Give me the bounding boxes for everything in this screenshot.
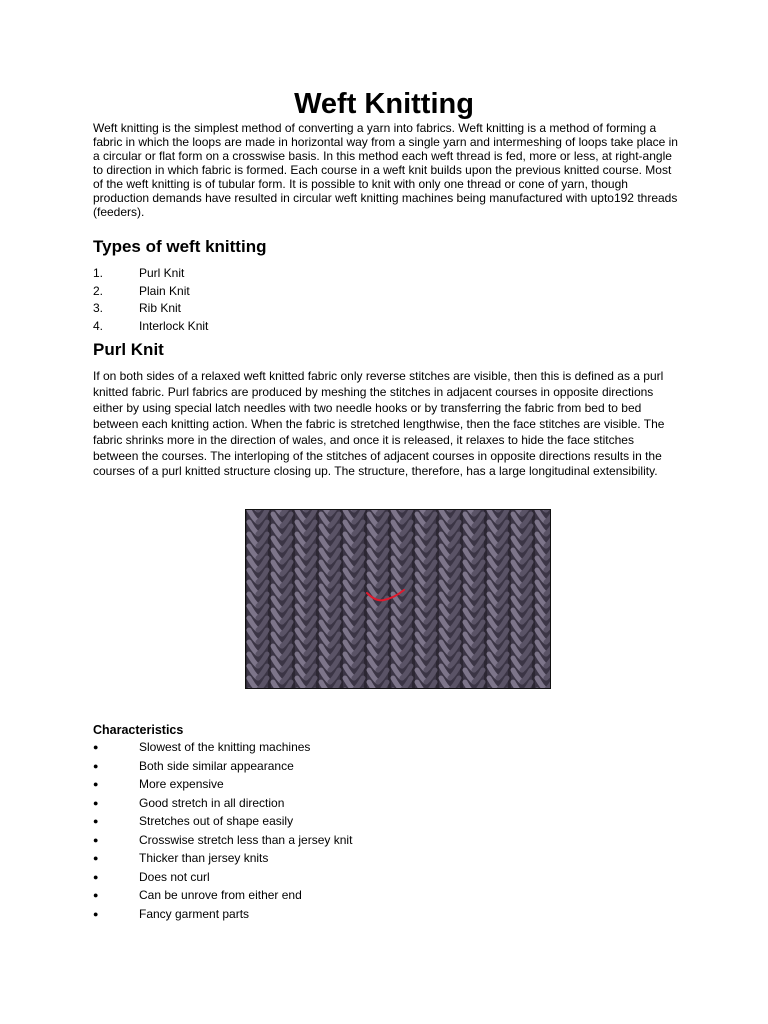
bullet-icon: ● (93, 834, 99, 845)
intro-paragraph: Weft knitting is the simplest method of converting a yarn into fabrics. Weft knitting is a method of forming a fabric in which the loops are made in horizontal way from a single yarn and intermeshing of loops take place in a circular or flat form on a crosswise basis. In this method each weft thread is fed, more or less, at right-angle to direction in which fabric is formed. Each course in a weft knit builds upon the previous knitted course. Most of the weft knitting is of tubular form. It is possible to knit with only one thread or cone of yarn, though production demands have resulted in circular weft knitting machines being manufactured with upto192 threads (feeders). (93, 121, 678, 219)
list-number: 4. (93, 318, 104, 333)
characteristics-heading: Characteristics (93, 723, 184, 737)
bullet-icon: ● (93, 742, 99, 752)
bullet-icon: ● (93, 797, 99, 808)
list-number: 2. (93, 283, 104, 298)
bullet-icon: ● (93, 853, 99, 863)
types-list (93, 265, 493, 335)
list-item (93, 868, 593, 887)
knit-fabric-illustration (246, 510, 550, 688)
bullet-icon: ● (93, 779, 99, 789)
list-item-label: Slowest of the knitting machines (139, 740, 311, 754)
types-heading: Types of weft knitting (93, 237, 267, 256)
purl-knit-heading: Purl Knit (93, 340, 164, 359)
list-number: 3. (93, 301, 104, 315)
list-item (93, 849, 593, 868)
list-item-label: Plain Knit (139, 283, 190, 298)
characteristics-list (93, 738, 593, 923)
page-title: Weft Knitting (294, 88, 474, 120)
list-item-label: Purl Knit (139, 266, 185, 280)
purl-knit-paragraph: If on both sides of a relaxed weft knitted fabric only reverse stitches are visible, then this is defined as a purl knitted fabric. Purl fabrics are produced by meshing the stitches in adjacent courses in opposite directions either by using special latch needles with two needle hooks or by transferring the fabric from bed to bed between each knitting action. When the fabric is stretched lengthwise, then the face stitches are visible. The fabric shrinks more in the direction of wales, and once it is released, it relaxes to hide the face stitches between the courses. The interloping of the stitches of adjacent courses in opposite directions results in the courses of a purl knitted structure closing up. The structure, therefore, has a large longitudinal extensibility. (93, 369, 665, 479)
list-item-label: Both side similar appearance (139, 758, 294, 773)
list-item (93, 318, 493, 336)
list-item-label: Rib Knit (139, 301, 182, 315)
list-item (93, 265, 493, 283)
list-item (93, 905, 593, 924)
list-item-label: More expensive (139, 777, 224, 791)
list-item-label: Fancy garment parts (139, 906, 250, 921)
list-item-label: Stretches out of shape easily (139, 814, 294, 828)
list-item (93, 738, 593, 757)
list-item-label: Can be unrove from either end (139, 888, 302, 902)
bullet-icon: ● (93, 890, 99, 900)
list-item (93, 283, 493, 301)
purl-knit-fabric-photo (245, 509, 551, 689)
list-number: 1. (93, 266, 104, 280)
bullet-icon: ● (93, 908, 99, 919)
list-item (93, 775, 593, 794)
list-item-label: Crosswise stretch less than a jersey knit (139, 832, 353, 847)
bullet-icon: ● (93, 816, 99, 826)
list-item (93, 794, 593, 813)
list-item-label: Good stretch in all direction (139, 795, 285, 810)
list-item-label: Does not curl (139, 869, 210, 884)
bullet-icon: ● (93, 760, 99, 771)
list-item-label: Interlock Knit (139, 318, 209, 333)
list-item-label: Thicker than jersey knits (139, 851, 269, 865)
list-item (93, 300, 493, 318)
list-item (93, 812, 593, 831)
bullet-icon: ● (93, 871, 99, 882)
list-item (93, 757, 593, 776)
list-item (93, 886, 593, 905)
list-item (93, 831, 593, 850)
